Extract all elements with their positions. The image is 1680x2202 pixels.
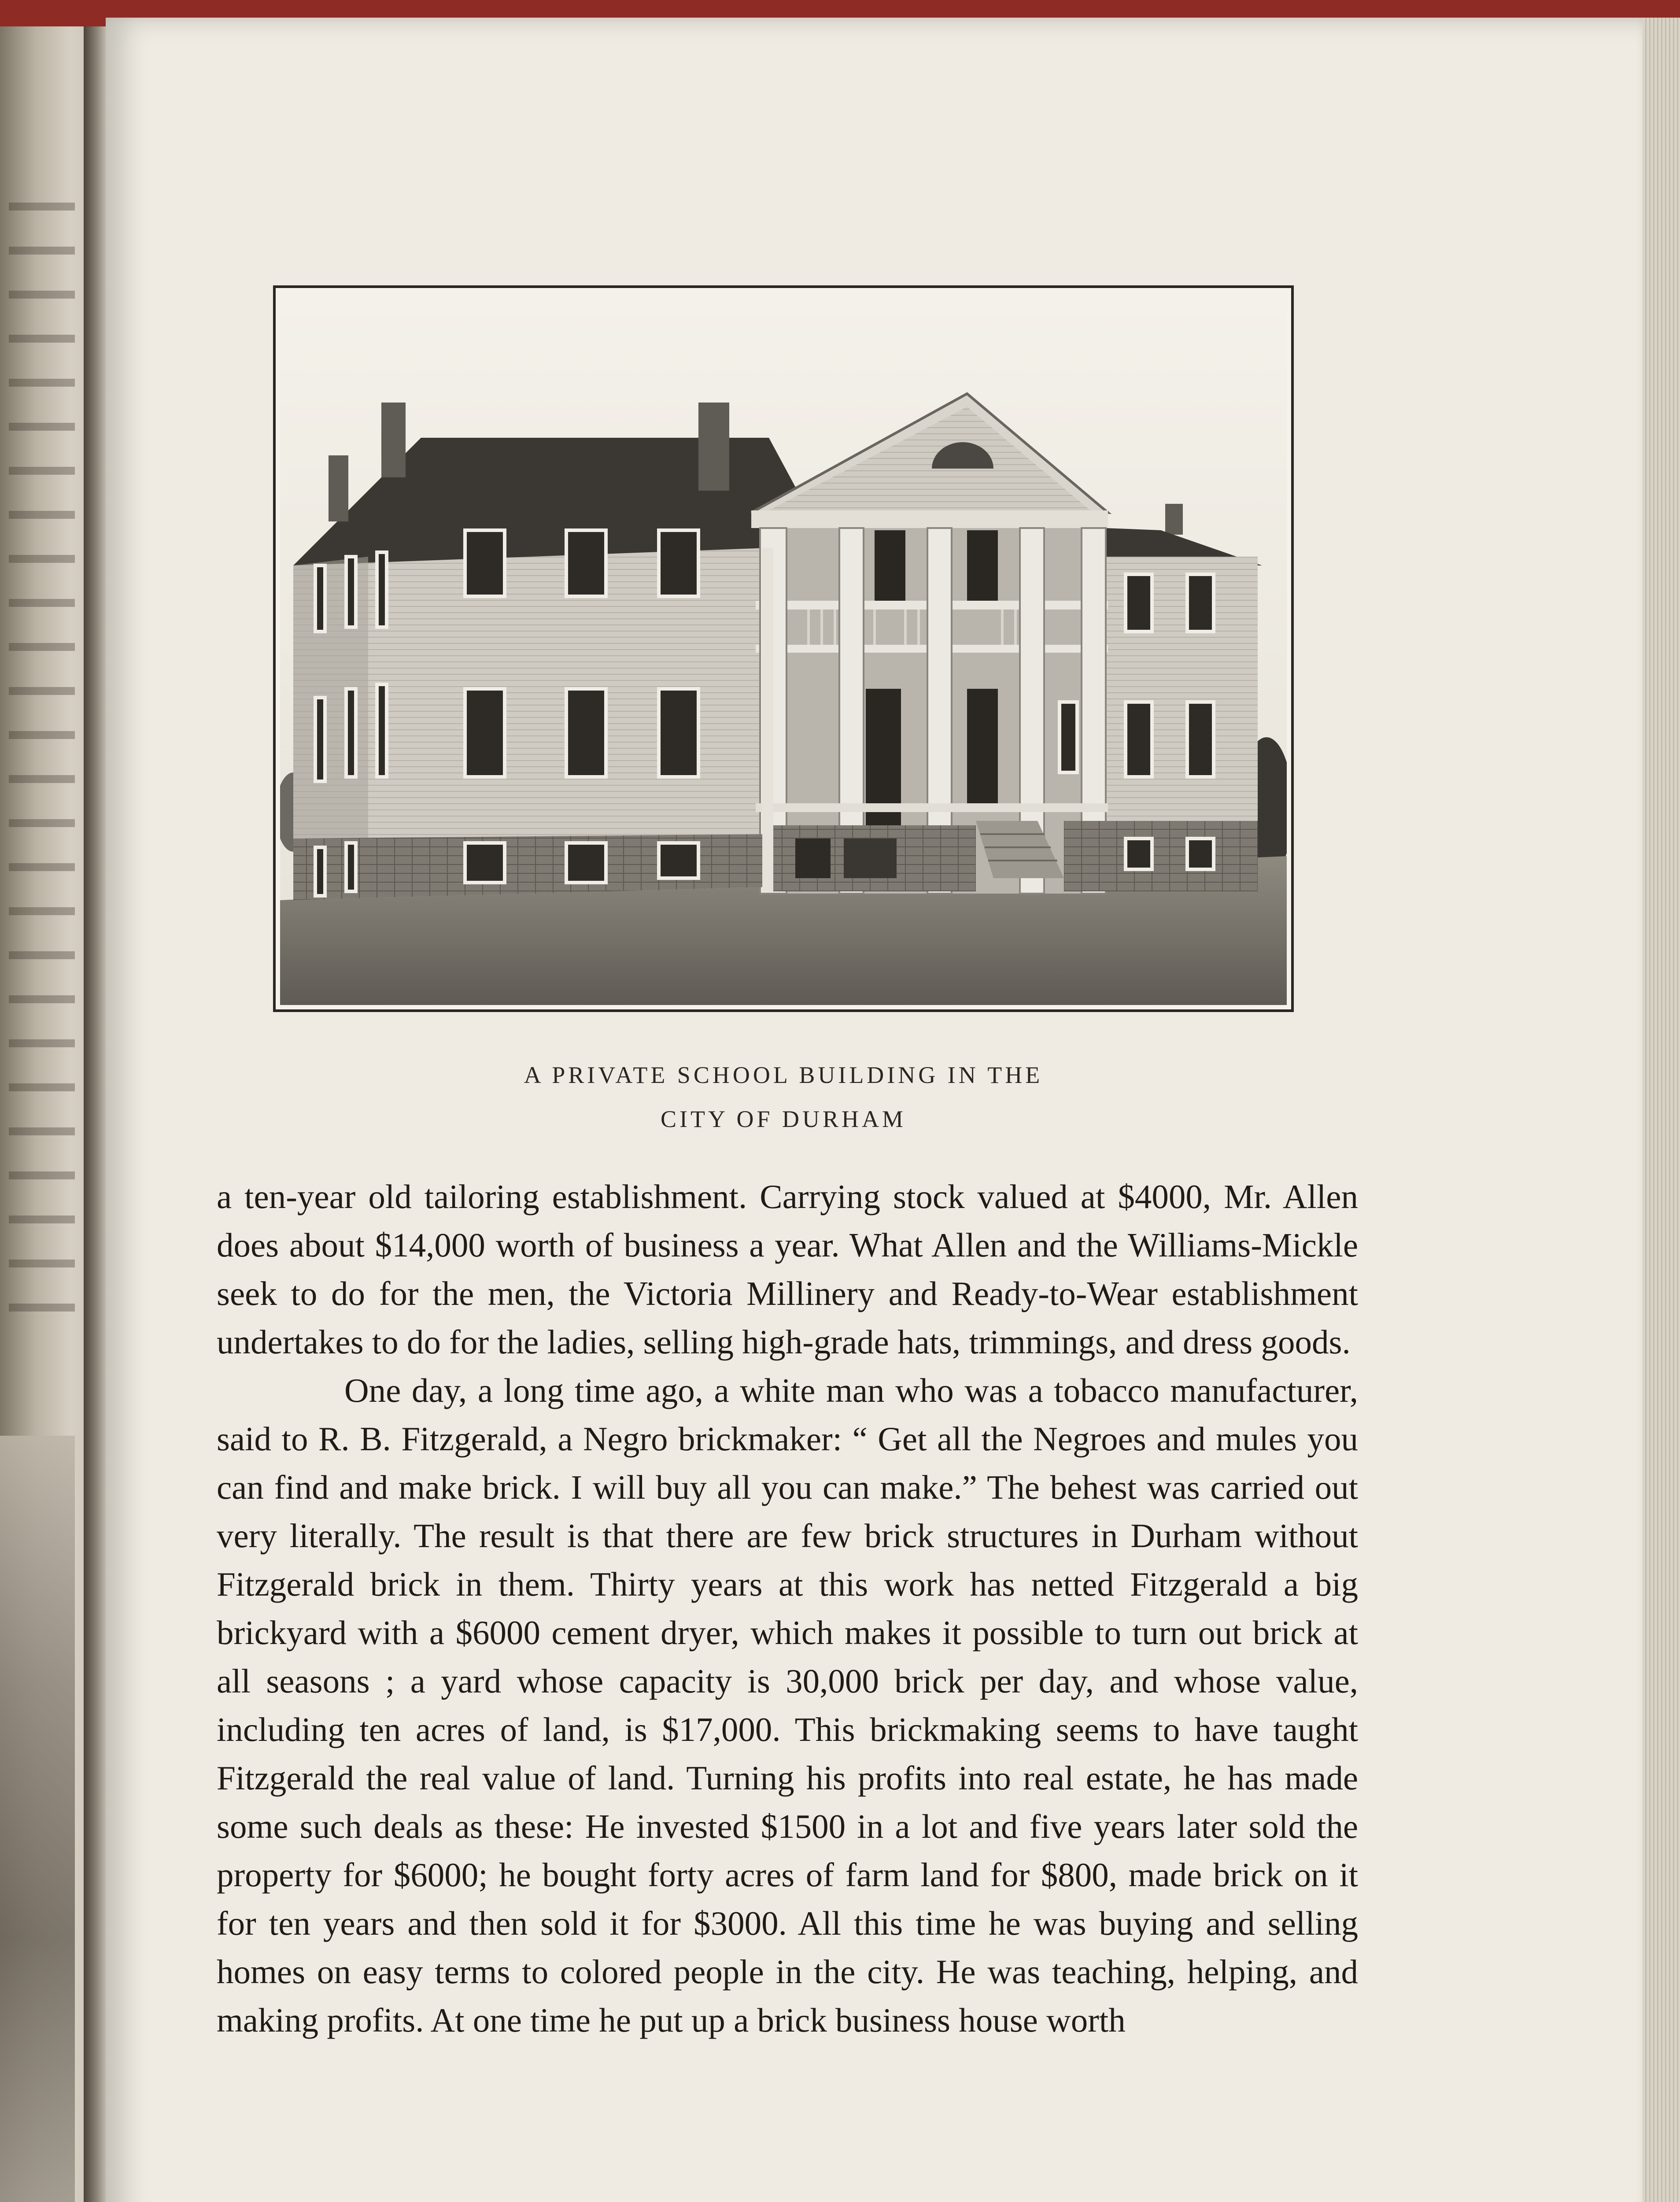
paragraph-fitzgerald: One day, a long time ago, a white man who was a tobacco manufacturer, said to R. B. Fitzgerald, a Negro brickmaker: “ Get all the Negroes and mules you can find and make brick. I will buy all you can make.” The behest was carried out very literally. The result is that there are few brick structures in Durham without Fitzgerald brick in them. Thirty years at this work has netted Fitzgerald a big brickyard with a $6000 cement dryer, which makes it possible to turn out brick at all seasons ; a yard whose capacity is 30,000 brick per day, and whose value, including ten acres of land, is $17,000. This brickmaking seems to have taught Fitzgerald the real value of land. Turning his profits into real estate, he has made some such deals as these: He invested $1500 in a lot and five years later sold the property for $6000; he bought forty acres of farm land for $800, made brick on it for ten years and then sold it for $3000. All this time he was buying and selling homes on easy terms to colored people in the city. He was teaching, helping, and making profits. At one time he put up a brick business house worth <box>217 1371 1358 2039</box>
previous-page-photo-fragment <box>0 1436 75 2202</box>
paragraph-continuation: a ten-year old tailoring establishment. Carrying stock valued at $4000, Mr. Allen does about $14,000 worth of business a year. What Allen and the Williams-Mickle seek to do for the men, the Victoria Millinery and Ready-to-Wear establishment undertakes to do for the ladies, selling high-grade hats, trimmings, and dress goods. <box>217 1178 1358 1361</box>
page-stack-edge <box>1643 18 1680 2202</box>
school-building-photograph <box>273 285 1294 1012</box>
figure-caption-line-2: CITY OF DURHAM <box>660 1106 907 1132</box>
figure-caption-line-1: A PRIVATE SCHOOL BUILDING IN THE <box>524 1062 1043 1088</box>
body-text <box>217 1172 1358 2044</box>
school-building-illustration <box>280 292 1287 1005</box>
previous-page-sliver <box>0 26 88 2202</box>
previous-page-text-fragments <box>9 203 75 1348</box>
